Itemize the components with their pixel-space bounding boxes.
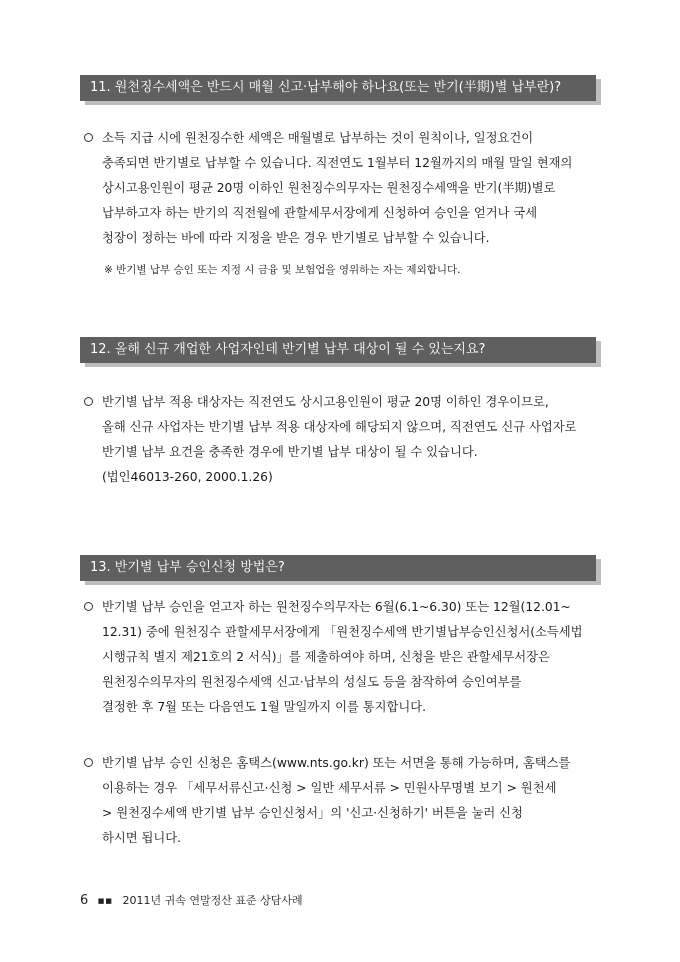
- legal-reference: (법인46013-260, 2000.1.26): [102, 470, 273, 484]
- text-line: 반기별 납부 적용 대상자는 직전연도 상시고용인원이 평균 20명 이하인 경우이므로,: [102, 395, 549, 409]
- text-line: 청장이 정하는 바에 따라 지정을 받은 경우 반기별로 납부할 수 있습니다.: [102, 231, 490, 245]
- answer-text: [84, 751, 604, 851]
- bullet-circle-icon: [84, 397, 93, 406]
- text-line: 하시면 됩니다.: [102, 831, 182, 845]
- page-footer: [80, 892, 303, 908]
- text-line: 반기별 납부 요건을 충족한 경우에 반기별 납부 대상이 될 수 있습니다.: [102, 445, 478, 459]
- text-line: 충족되면 반기별로 납부할 수 있습니다. 직전연도 1월부터 12월까지의 매월 말일 현재의: [102, 156, 573, 170]
- text-line: 소득 지급 시에 원천징수한 세액은 매월별로 납부하는 것이 원칙이나, 일정요건이: [102, 131, 534, 145]
- text-line: 반기별 납부 승인을 얻고자 하는 원천징수의무자는 6월(6.1~6.30) 또는 12월(12.01~: [102, 600, 571, 614]
- bullet-circle-icon: [84, 602, 93, 611]
- exclusion-note: ※ 반기별 납부 승인 또는 지정 시 금융 및 보험업을 영위하는 자는 제외합니다.: [104, 264, 461, 276]
- question-11-title: 11. 원천징수세액은 반드시 매월 신고·납부해야 하나요(또는 반기(半期)별 납부란)?: [90, 80, 562, 95]
- text-line: 원천징수의무자의 원천징수세액 신고·납부의 성실도 등을 참작하여 승인여부를: [102, 675, 522, 689]
- question-13-title: 13. 반기별 납부 승인신청 방법은?: [90, 560, 285, 575]
- square-bullets-icon: ■■: [97, 897, 114, 905]
- question-11-heading: [80, 75, 596, 101]
- text-line: 올해 신규 사업자는 반기별 납부 적용 대상자에 해당되지 않으며, 직전연도 신규 사업자로: [102, 420, 577, 434]
- question-12-answer: [84, 390, 604, 490]
- answer-text: [84, 390, 604, 490]
- text-line: 시행규칙 별지 제21호의 2 서식)」를 제출하여야 하며, 신청을 받은 관할세무서장은: [102, 650, 550, 664]
- page-number: 6: [80, 893, 89, 908]
- bullet-circle-icon: [84, 133, 93, 142]
- text-line: 납부하고자 하는 반기의 직전월에 관할세무서장에게 신청하여 승인을 얻거나 국세: [102, 206, 538, 220]
- text-line: 12.31) 중에 원천징수 관할세무서장에게 「원천징수세액 반기별납부승인신청서(소득세법: [102, 625, 583, 639]
- text-line: 이용하는 경우 「세무서류신고·신청 > 일반 세무서류 > 민원사무명별 보기 > 원천세: [102, 781, 557, 795]
- bullet-circle-icon: [84, 758, 93, 767]
- text-line: 반기별 납부 승인 신청은 홈택스(www.nts.go.kr) 또는 서면을 통해 가능하며, 홈택스를: [102, 756, 571, 770]
- question-13-answer-1: [84, 595, 604, 720]
- text-line: 상시고용인원이 평균 20명 이하인 원천징수의무자는 원천징수세액을 반기(半期)별로: [102, 181, 556, 195]
- answer-text: [84, 126, 604, 251]
- answer-text: [84, 595, 604, 720]
- question-13-heading: [80, 555, 596, 581]
- text-line: > 원천징수세액 반기별 납부 승인신청서」의 '신고·신청하기' 버튼을 눌러 신청: [102, 806, 523, 820]
- question-12-heading: [80, 337, 596, 363]
- question-11-answer: [84, 126, 604, 251]
- text-line: 결정한 후 7월 또는 다음연도 1월 말일까지 이를 통지합니다.: [102, 700, 427, 714]
- question-12-title: 12. 올해 신규 개업한 사업자인데 반기별 납부 대상이 될 수 있는지요?: [90, 342, 486, 357]
- book-title: 2011년 귀속 연말정산 표준 상담사례: [122, 894, 303, 907]
- question-13-answer-2: [84, 751, 604, 851]
